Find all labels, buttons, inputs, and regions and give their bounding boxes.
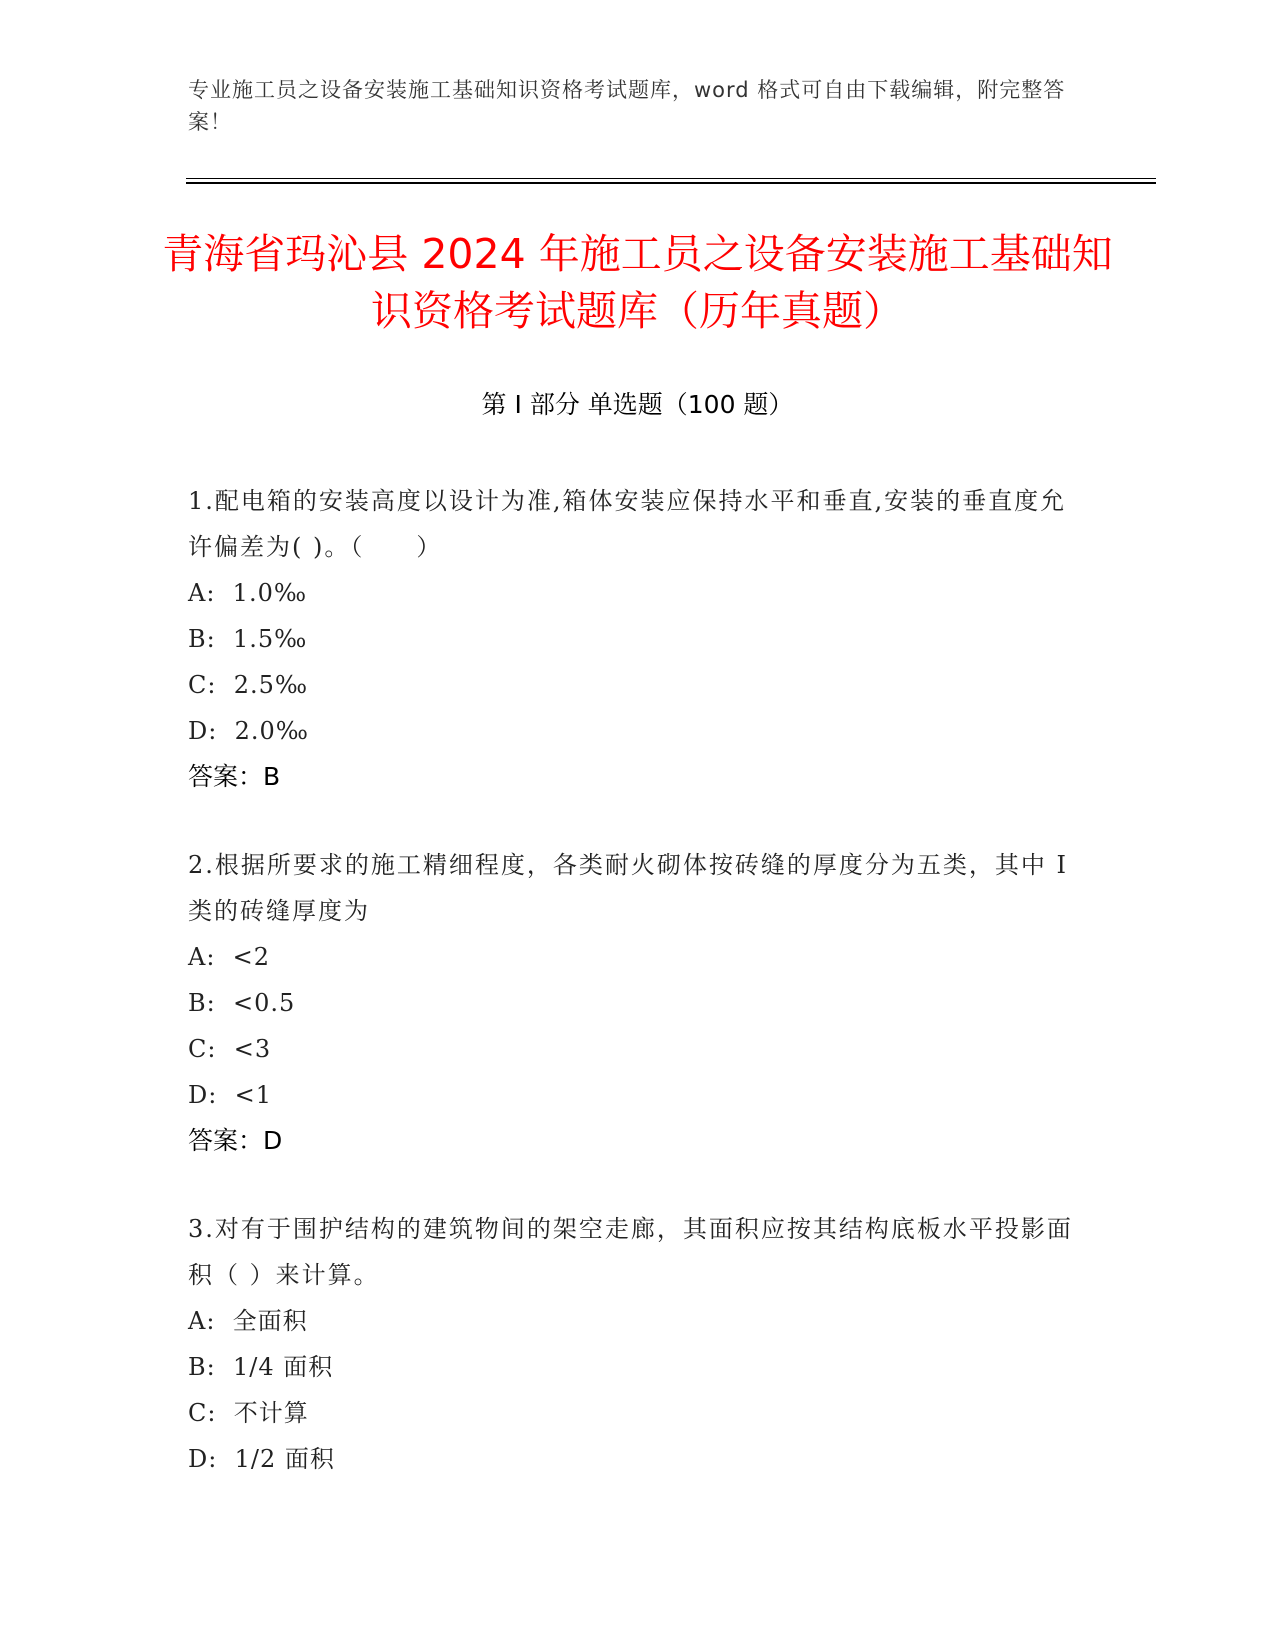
question-1 bbox=[188, 478, 1088, 800]
answer: 答案：B bbox=[188, 762, 281, 791]
option-c: C: <3 bbox=[188, 1035, 272, 1063]
header-divider-thin bbox=[186, 178, 1156, 179]
option-c: C: 2.5‰ bbox=[188, 671, 309, 699]
option-b: B: 1/4 面积 bbox=[188, 1353, 334, 1381]
question-2 bbox=[188, 842, 1088, 1164]
header-note: 专业施工员之设备安装施工基础知识资格考试题库，word 格式可自由下载编辑，附完整答案！ bbox=[188, 78, 1066, 134]
option-b: B: <0.5 bbox=[188, 989, 296, 1017]
option-c: C: 不计算 bbox=[188, 1399, 309, 1427]
question-stem: 3.对有于围护结构的建筑物间的架空走廊，其面积应按其结构底板水平投影面积（ ）来计算。 bbox=[188, 1215, 1073, 1289]
question-stem: 1.配电箱的安装高度以设计为准,箱体安装应保持水平和垂直,安装的垂直度允许偏差为( )。（ ） bbox=[188, 487, 1067, 561]
question-3 bbox=[188, 1206, 1088, 1482]
option-a: A: <2 bbox=[188, 943, 271, 971]
option-a: A: 1.0‰ bbox=[188, 579, 308, 607]
option-d: D: <1 bbox=[188, 1081, 272, 1109]
document-title: 青海省玛沁县 2024 年施工员之设备安装施工基础知识资格考试题库（历年真题） bbox=[162, 230, 1113, 335]
option-d: D: 2.0‰ bbox=[188, 717, 309, 745]
header-divider-thick bbox=[186, 182, 1156, 184]
option-d: D: 1/2 面积 bbox=[188, 1445, 335, 1473]
option-a: A: 全面积 bbox=[188, 1307, 308, 1335]
option-b: B: 1.5‰ bbox=[188, 625, 308, 653]
answer: 答案：D bbox=[188, 1126, 283, 1155]
section-title: 第 I 部分 单选题（100 题） bbox=[481, 390, 794, 419]
question-stem: 2.根据所要求的施工精细程度，各类耐火砌体按砖缝的厚度分为五类，其中 I 类的砖缝厚度为 bbox=[188, 851, 1069, 925]
